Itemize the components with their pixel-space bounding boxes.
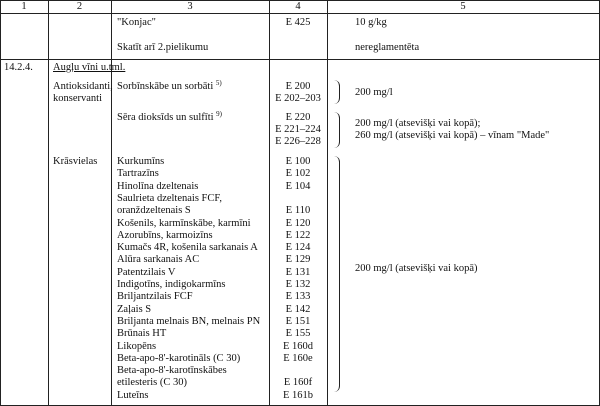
colour-code: E 151 <box>285 316 311 327</box>
header-col-5: 5 <box>460 1 466 12</box>
colour-name: Košenils, karmīnskābe, karmīni <box>117 218 251 229</box>
sulphur-limit-1: 200 mg/l (atsevišķi vai kopā); <box>355 118 481 129</box>
colour-name: Kurkumīns <box>117 156 165 167</box>
header-col-4: 4 <box>295 1 301 12</box>
konjac-limit: 10 g/kg <box>355 17 387 28</box>
col-divider-2 <box>111 0 112 406</box>
colour-code: E 100 <box>285 156 311 167</box>
colour-name: etilesteris (C 30) <box>117 377 187 388</box>
sulphur-code-1: E 220 <box>285 112 311 123</box>
section-number: 14.2.4. <box>4 62 33 73</box>
colour-code: E 160e <box>283 353 313 364</box>
colour-name: Likopēns <box>117 341 157 352</box>
colour-name: Beta-apo-8'-karotīnskābes <box>117 365 227 376</box>
sorbic-limit: 200 mg/l <box>355 87 393 98</box>
colour-name: Beta-apo-8'-karotināls (C 30) <box>117 353 241 364</box>
colour-code: E 133 <box>285 291 311 302</box>
konjac-code: E 425 <box>285 17 311 28</box>
footnote-ref-5: 5) <box>215 79 222 87</box>
konjac-name: "Konjac" <box>117 17 156 28</box>
colour-name: Tartrazīns <box>117 168 159 179</box>
colour-name: Hinolīna dzeltenais <box>117 181 199 192</box>
additive-sorbic <box>117 81 222 93</box>
colour-name: Briljantzilais FCF <box>117 291 193 302</box>
footnote-ref-9: 9) <box>216 110 223 118</box>
table-border-left <box>0 0 1 406</box>
colour-code: E 155 <box>285 328 311 339</box>
colour-code: E 110 <box>285 205 311 216</box>
colour-name: Kumačs 4R, košenila sarkanais A <box>117 242 258 253</box>
colour-code: E 104 <box>285 181 311 192</box>
colour-name: Luteīns <box>117 390 149 401</box>
col-divider-4 <box>327 0 328 406</box>
konjac-note: Skatīt arī 2.pielikumu <box>117 42 209 53</box>
header-col-1: 1 <box>21 1 27 12</box>
sulphur-code-3: E 226–228 <box>275 136 321 147</box>
sulphur-limit-2: 260 mg/l (atsevišķi vai kopā) – vīnam "Made" <box>355 130 550 141</box>
colour-code: E 160d <box>282 341 314 352</box>
colour-name: oranždzeltenais S <box>117 205 191 216</box>
colour-name: Azorubīns, karmoizīns <box>117 230 213 241</box>
colour-code: E 120 <box>285 218 311 229</box>
colour-code: E 142 <box>285 304 311 315</box>
colours-limit: 200 mg/l (atsevišķi vai kopā) <box>355 263 478 274</box>
colour-code: E 160f <box>283 377 313 388</box>
colour-name: Indigotīns, indigokarmīns <box>117 279 226 290</box>
category-antioxidants-line1: Antioksidanti, <box>53 81 113 92</box>
sorbic-code-2: E 202–203 <box>275 93 321 104</box>
additive-sulphur-name: Sēra dioksīds un sulfīti <box>117 112 214 123</box>
colour-name: Patentzilais V <box>117 267 176 278</box>
category-antioxidants-line2: konservanti <box>53 93 102 104</box>
colour-code: E 124 <box>285 242 311 253</box>
header-col-3: 3 <box>187 1 193 12</box>
colour-name: Alūra sarkanais AC <box>117 254 200 265</box>
colour-code: E 161b <box>282 390 314 401</box>
colour-code: E 131 <box>285 267 311 278</box>
sorbic-bracket <box>333 80 340 104</box>
section-title: Augļu vīni u.tml. <box>53 62 126 73</box>
header-col-2: 2 <box>76 1 83 12</box>
colour-name: Zaļais S <box>117 304 152 315</box>
sulphur-bracket <box>333 112 340 148</box>
col-divider-1 <box>48 0 49 406</box>
colour-name: Brūnais HT <box>117 328 167 339</box>
sorbic-code-1: E 200 <box>285 81 311 92</box>
colour-code: E 132 <box>285 279 311 290</box>
sulphur-code-2: E 221–224 <box>275 124 321 135</box>
section-divider <box>0 59 600 60</box>
colour-name: Saulrieta dzeltenais FCF, <box>117 193 223 204</box>
additive-sulphur <box>117 112 222 124</box>
header-divider <box>0 13 600 14</box>
colours-bracket <box>333 156 340 392</box>
colour-code: E 122 <box>285 230 311 241</box>
category-colours: Krāsvielas <box>53 156 98 167</box>
colour-code: E 102 <box>285 168 311 179</box>
colour-code: E 129 <box>285 254 311 265</box>
konjac-note-limit: nereglamentēta <box>355 42 420 53</box>
additive-sorbic-name: Sorbīnskābe un sorbāti <box>117 81 214 92</box>
colour-name: Briljanta melnais BN, melnais PN <box>117 316 261 327</box>
